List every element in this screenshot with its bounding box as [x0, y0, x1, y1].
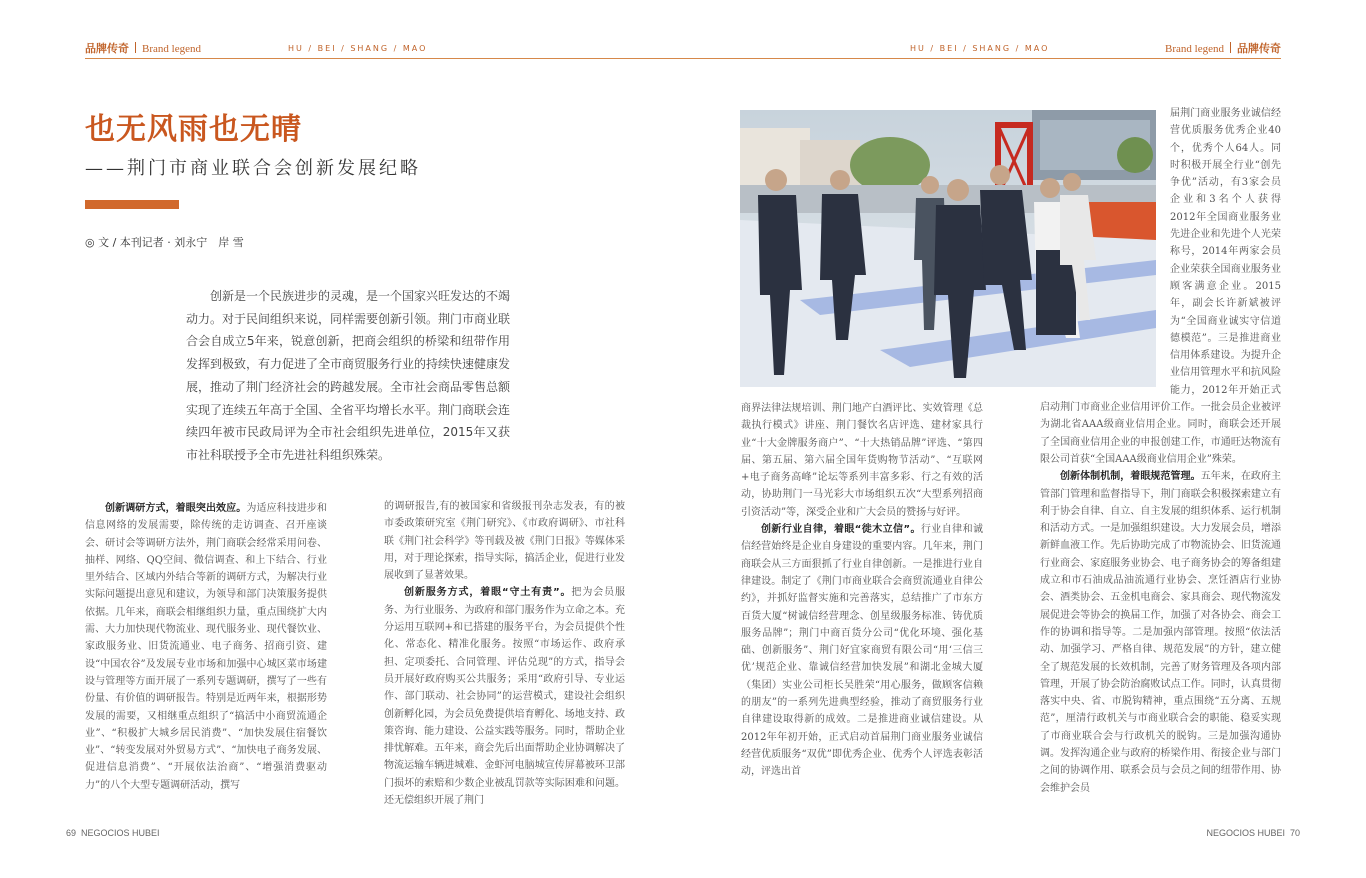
header-brand-left	[85, 40, 201, 56]
paragraph-text: 为适应科技进步和信息网络的发展需要，除传统的走访调查、召开座谈会、研讨会等调研方法外，荆门商联会经常采用问卷、抽样、网络、QQ空间、微信调查、和上下结合、行业里外结合、区域内外结合等新的调研方式，为解决行业实际问题提出意见和建议，为领导和部门决策服务提供依据。几年来，商联会相继组织力量，重点围绕扩大内需、大力加快现代物流业、现代服务业、现代餐饮业、家政服务业、旧货流通业、电子商务、招商引资、建设“中国农谷”及发展专业市场和加强中心城区菜市场建设与管理等方面开展了一系列专题调研，撰写了一些有份量、有价值的调研报告。特别是近两年来，根据形势发展的需要，又相继重点组织了“搞活中小商贸流通企业”、“积极扩大城乡居民消费”、“加快发展住宿餐饮业”、“转变发展对外贸易方式”、“加快电子商务发展、促进信息消费”、“开展依法治商”、“增强消费驱动力”的八个大型专题调研活动，撰写	[85, 503, 327, 791]
magazine-name-right: NEGOCIOS HUBEI	[1206, 828, 1285, 838]
article-subtitle: ——荆门市商业联合会创新发展纪略	[85, 158, 421, 179]
paragraph-text: 行业自律和诚信经营始终是企业自身建设的重要内容。几年来，荆门商联会从三方面狠抓了行业自律创新。一是推进行业自律建设。制定了《荆门市商业联合会商贸流通业自律公约》，并抓好监督实施和完善落实，总结推广了市东方百货大厦“树诚信经营理念、创星级服务标准、铸优质服务品牌”；荆门中商百货分公司“优化环境、强化基础、创新服务”、荆门好宜家商贸有限公司“用‘三信三优’规范企业、靠诚信经营加快发展”和湖北金城大厦（集团）实业公司柜长吴胜荣“用心服务，做顾客信赖的朋友”的一系列先进典型经验，推动了商贸服务行业自律建设取得新的成效。二是推进商业诚信建设。从2012年年初开始，正式启动首届荆门商业服务业诚信经营优质服务“双优”即优秀企业、优秀个人评选表彰活动，评选出首	[741, 524, 983, 778]
brand-divider	[135, 42, 136, 53]
paragraph	[384, 584, 625, 809]
paragraph-heading: 创新体制机制，着眼规范管理。	[1060, 471, 1201, 483]
article-title: 也无风雨也无晴	[85, 112, 302, 147]
brand-en-right: Brand legend	[1165, 43, 1224, 55]
article-photo	[740, 110, 1156, 387]
footer-left	[66, 828, 160, 838]
article-byline: ◎ 文 / 本刊记者 · 刘永宁 岸 雪	[85, 236, 244, 249]
paragraph-text: 的调研报告,有的被国家和省级报刊杂志发表，有的被市委政策研究室《荆门研究》、《市政府调研》、市社科联《荆门社会科学》等刊载及被《荆门日报》等媒体采用，对于理论探索，指导实际，搞活企业，促进行业发展收到了显著效果。	[384, 501, 625, 582]
paragraph-heading: 创新服务方式，着眼“守土有责”。	[404, 587, 572, 599]
brand-en-left: Brand legend	[142, 43, 201, 55]
brand-divider	[1230, 42, 1231, 53]
paragraph-text: 五年来，在政府主管部门管理和监督指导下，荆门商联会积极探索建立有利于协会自律、自立、自主发展的组织体系、运行机制和活动方式。一是加强组织建设。大力发展会员，增添新鲜血液工作。先后协助完成了市物流协会、旧货流通行业商会、家庭服务业协会、电子商务协会的筹备组建成立和市石油成品油流通行业协会、烹饪酒店行业协会、酒类协会、五金机电商会、家具商会、现代物流发展促进会等协会的换届工作，加强了对各协会、商会工作的协调和指导等。二是加强内部管理。按照“依法活动、加强学习、严格自律、规范发展”的方针，建立健全了规范发展的长效机制，完善了财务管理及各项内部管理，开展了协会防治腐败试点工作。同时，认真贯彻落实中央、省、市脱钩精神，重点围绕“五分离、五规范”，厘清行政机关与市商业联合会的职能、稳妥实现了市商业联合会与行政机关的脱钩。三是加强沟通协调。发挥沟通企业与政府的桥梁作用、衔接企业与部门之间的协调作用、联系会员与会员之间的纽带作用、协会维护会员	[1040, 471, 1281, 794]
body-column-3	[741, 400, 983, 795]
photo-tree	[1117, 137, 1153, 173]
paragraph	[384, 498, 625, 584]
paragraph	[741, 521, 983, 780]
paragraph-text: 届荆门商业服务业诚信经营优质服务优秀企业40个，优秀个人64人。同时积极开展全行业“创先争优”活动，有3家会员企业和3名个人获得2012年全国商业服务业先进企业和先进个人光荣称号，2014年两家会员企业荣获全国商业服务业顾客满意企业。2015年，副会长许新斌被评为“全国商业诚实守信道德模范”。三是推进商业信用体系建设。为提升企业信用管理水平和抗风险能力，2012年开始正式启动荆门市商业企业信用评价工作。一批会员企业被评为湖北省AAA级商业信用企业。同时，商联会还开展了全国商业信用企业的申报创建工作，市通旺达物流有限公司首获“全国AAA级商业信用企业”殊荣。	[1040, 108, 1281, 465]
photo-tree	[850, 137, 930, 193]
paragraph	[85, 500, 327, 794]
brand-cn-right: 品牌传奇	[1237, 42, 1281, 55]
body-column-1	[85, 500, 327, 810]
title-accent-bar	[85, 200, 179, 209]
page-number-right: 70	[1289, 828, 1300, 838]
paragraph	[1040, 468, 1281, 797]
article-lead: 创新是一个民族进步的灵魂，是一个国家兴旺发达的不竭动力。对于民间组织来说，同样需要创新引领。荆门市商业联合会自成立5年来，锐意创新，把商会组织的桥梁和纽带作用发挥到极致，有力促进了全市商贸服务行业的持续快速健康发展，推动了荆门经济社会的跨越发展。全市社会商品零售总额实现了连续五年高于全国、全省平均增长水平。荆门商联会连续四年被市民政局评为全市社会组织先进单位，2015年又获市社科联授予全市先进社科组织殊荣。	[186, 289, 511, 462]
header-brand-right	[1165, 40, 1281, 56]
photo-officials-walking	[740, 110, 1156, 387]
page-number-left: 69	[66, 828, 77, 838]
paragraph	[741, 400, 983, 521]
magazine-name-left: NEGOCIOS HUBEI	[81, 828, 160, 838]
paragraph-heading: 创新调研方式，着眼突出效应。	[105, 503, 247, 514]
paragraph-text: 把为会员服务、为行业服务、为政府和部门服务作为立命之本。充分运用互联网+和已搭建的服务平台，为会员提供个性化、常态化、精准化服务。按照“市场运作、政府承担、定项委托、合同管理、评估兑现”的方式，指导会员开展好政府购买公共服务；采用“政府引导、专业运作、部门联动、社会协同”的运营模式，建设社会组织创新孵化园，为会员免费提供培育孵化、场地支持、政策咨询、能力建设、公益实践等服务。同时，帮助企业排忧解难。五年来，商会先后出面帮助企业协调解决了物流运输车辆进城难、金虾河电脑城宣传屏幕被环卫部门损坏的索赔和少数企业被乱罚款等实际困难和问题。还无偿组织开展了荆门	[384, 587, 625, 807]
header-rule	[85, 58, 1281, 59]
footer-right	[1206, 828, 1300, 838]
paragraph-text: 商界法律法规培训、荆门地产白酒评比、实效管理《总裁执行模式》讲座、荆门餐饮名店评选、建材家具行业“十大金牌服务商户”、“十大热销品牌”评选、“第四届、第五届、第六届全国年货购物节活动”、“互联网+电子商务高峰”论坛等系列丰富多彩、行之有效的活动，协助荆门一马光彩大市场组织五次“大型系列招商引资活动”等，深受企业和广大会员的赞扬与好评。	[741, 403, 983, 518]
header-pinyin-right: HU / BEI / SHANG / MAO	[910, 44, 1050, 53]
header-pinyin-left: HU / BEI / SHANG / MAO	[288, 44, 428, 53]
body-column-2	[384, 498, 625, 810]
paragraph-heading: 创新行业自律，着眼“徙木立信”。	[761, 524, 921, 536]
brand-cn-left: 品牌传奇	[85, 42, 129, 55]
